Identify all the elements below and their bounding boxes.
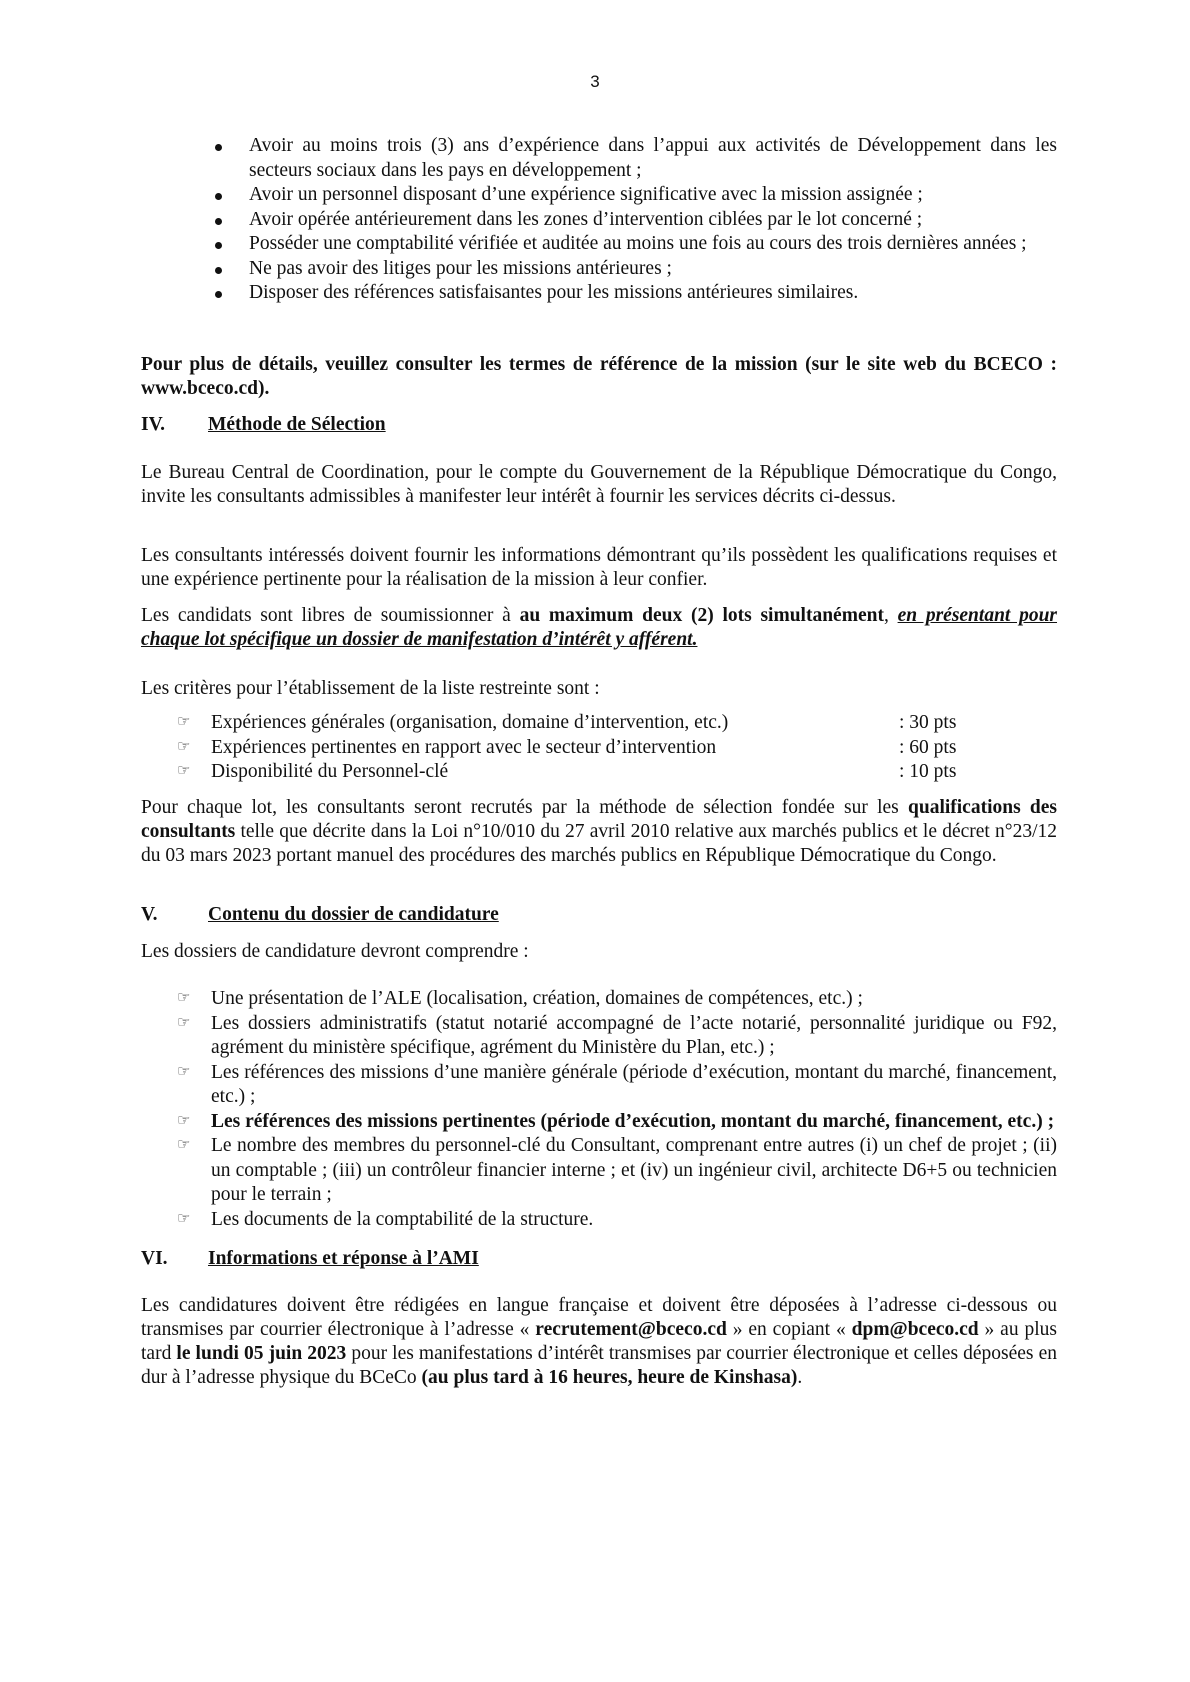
criteria-row: ☞ Expériences pertinentes en rapport avec le secteur d’intervention : 60 pts [177,736,957,758]
paragraph: Le Bureau Central de Coordination, pour le compte du Gouvernement de la République Démocratique du Congo, invite les consultants admissibles à manifester leur intérêt à fournir les services décrits ci-dessus. [141,462,1057,507]
list-item: ☞ Une présentation de l’ALE (localisation, création, domaines de compétences, etc.) ; [177,988,863,1009]
list-item: ☞ Les dossiers administratifs (statut notarié accompagné de l’acte notarié, personnalité juridique ou F92, agrément du ministère spécifique, agrément du Ministère du Plan, etc.) ; [177,1012,1057,1058]
email-link[interactable]: dpm@bceco.cd [851,1319,979,1340]
paragraph: Les candidatures doivent être rédigées en langue française et doivent être déposées à l’adresse ci-dessous ou transmises par courrier électronique à l’adresse « recrutement@bceco.cd » en copiant « dpm@bceco.cd » au plus tard le lundi 05 juin 2023 pour les manifestations d’intérêt transmises par courrier électronique et celles déposées en dur à l’adresse physique du BCeCo (au plus tard à 16 heures, heure de Kinshasa). [141,1295,1057,1388]
list-item: Posséder une comptabilité vérifiée et auditée au moins une fois au cours des trois dernières années ; [141,232,1057,257]
paragraph: Les candidats sont libres de soumissionner à au maximum deux (2) lots simultanément, en présentant pour chaque lot spécifique un dossier de manifestation d’intérêt y afférent. [141,605,1058,650]
list-item: Ne pas avoir des litiges pour les missions antérieures ; [141,257,1057,282]
pointing-hand-icon: ☞ [177,990,191,1006]
criteria-intro: Les critères pour l’établissement de la liste restreinte sont : [141,678,600,699]
list-item: ☞ Les références des missions d’une manière générale (période d’exécution, montant du marché, financement, etc.) ; [177,1061,1057,1107]
details-note: Pour plus de détails, veuillez consulter les termes de référence de la mission (sur le site web du BCECO : www.bceco.cd). [141,354,1057,399]
list-item: Avoir opérée antérieurement dans les zones d’intervention ciblées par le lot concerné ; [141,208,1057,233]
pointing-hand-icon: ☞ [177,738,191,755]
list-item: ☞ Le nombre des membres du personnel-clé du Consultant, comprenant entre autres (i) un chef de projet ; (ii) un comptable ; (iii) un contrôleur financier interne ; et (iv) un ingénieur civil, architecte D6+5 ou technicien pour le terrain ; [177,1135,1057,1205]
criteria-row: ☞ Disponibilité du Personnel-clé : 10 pts [177,761,957,782]
pointing-hand-icon: ☞ [177,763,191,779]
list-item: Disposer des références satisfaisantes pour les missions antérieures similaires. [141,281,1057,306]
criteria-list [141,711,1057,785]
section-heading-vi: VI. Informations et réponse à l’AMI [141,1248,479,1269]
pointing-hand-icon: ☞ [177,1063,191,1080]
pointing-hand-icon: ☞ [177,1112,191,1129]
pointing-hand-icon: ☞ [177,1137,191,1153]
bullet-dot-icon [215,144,222,151]
bullet-dot-icon [215,242,222,249]
list-item: ☞ Les documents de la comptabilité de la structure. [177,1208,594,1230]
pointing-hand-icon: ☞ [177,714,191,730]
list-item: ☞ Les références des missions pertinentes (période d’exécution, montant du marché, financement, etc.) ; [177,1110,1055,1132]
email-link[interactable]: recrutement@bceco.cd [535,1319,727,1340]
section-heading-iv: IV. Méthode de Sélection [141,414,386,435]
paragraph: Pour chaque lot, les consultants seront recrutés par la méthode de sélection fondée sur les qualifications des consultants telle que décrite dans la Loi n°10/010 du 27 avril 2010 relative aux marchés publics et le décret n°23/12 du 03 mars 2023 portant manuel des procédures des marchés publics en République Démocratique du Congo. [141,797,1057,866]
bullet-dot-icon [215,267,222,274]
pointing-hand-icon: ☞ [177,1210,191,1227]
bullet-dot-icon [215,193,222,200]
deadline: le lundi 05 juin 2023 [176,1343,347,1364]
eligibility-list [141,134,1057,306]
list-item: Avoir un personnel disposant d’une expérience significative avec la mission assignée ; [141,183,1057,208]
bullet-dot-icon [215,291,222,298]
pointing-hand-icon: ☞ [177,1014,191,1031]
criteria-row: ☞ Expériences générales (organisation, domaine d’intervention, etc.) : 30 pts [177,712,957,733]
section-heading-v: V. Contenu du dossier de candidature [141,904,499,925]
list-item: Avoir au moins trois (3) ans d’expérience dans l’appui aux activités de Développement dans les secteurs sociaux dans les pays en développement ; [141,134,1057,183]
dossier-contents-list [141,987,1057,1232]
paragraph: Les consultants intéressés doivent fournir les informations démontrant qu’ils possèdent les qualifications requises et une expérience pertinente pour la réalisation de la mission à leur confier. [141,545,1057,590]
bullet-dot-icon [215,218,222,225]
paragraph: Les dossiers de candidature devront comprendre : [141,941,529,962]
page-number: 3 [590,72,600,91]
